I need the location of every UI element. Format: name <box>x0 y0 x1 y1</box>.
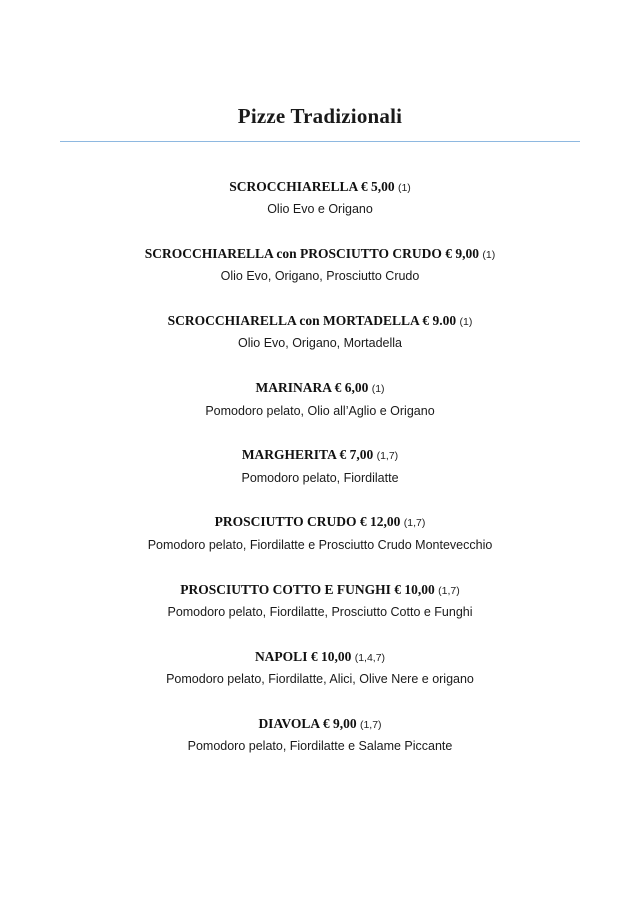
item-allergens: (1) <box>459 316 473 329</box>
menu-item-list <box>0 178 640 755</box>
title-block <box>0 0 640 142</box>
item-allergens: (1,4,7) <box>354 651 386 664</box>
item-name-text: NAPOLI € 10,00 <box>254 648 352 664</box>
list-item <box>0 245 640 285</box>
item-name <box>0 648 640 666</box>
item-name-text: SCROCCHIARELLA con MORTADELLA € 9.00 <box>167 313 457 329</box>
item-description: Pomodoro pelato, Fiordilatte, Prosciutto Cotto e Funghi <box>167 604 473 619</box>
item-allergens: (1,7) <box>359 718 382 731</box>
list-item <box>0 379 640 419</box>
item-description: Pomodoro pelato, Fiordilatte, Alici, Olive Nere e origano <box>166 671 474 686</box>
item-name <box>0 245 640 263</box>
item-name-text: PROSCIUTTO CRUDO € 12,00 <box>214 514 401 530</box>
list-item <box>0 178 640 218</box>
list-item <box>0 715 640 755</box>
title-divider <box>60 141 580 142</box>
item-name <box>0 379 640 397</box>
item-description: Olio Evo, Origano, Prosciutto Crudo <box>220 269 420 284</box>
page-title: Pizze Tradizionali <box>237 104 403 128</box>
item-description: Pomodoro pelato, Olio all’Aglio e Origano <box>205 403 435 418</box>
item-allergens: (1) <box>482 249 496 262</box>
list-item <box>0 446 640 486</box>
item-description: Pomodoro pelato, Fiordilatte <box>241 470 399 485</box>
list-item <box>0 312 640 352</box>
item-name-text: SCROCCHIARELLA € 5,00 <box>229 179 395 194</box>
item-description: Pomodoro pelato, Fiordilatte e Salame Piccante <box>187 738 453 753</box>
item-name <box>0 715 640 733</box>
item-allergens: (1,7) <box>403 517 426 530</box>
item-name <box>0 312 640 330</box>
item-allergens: (1,7) <box>376 450 399 463</box>
item-name-text: PROSCIUTTO COTTO E FUNGHI € 10,00 <box>180 581 435 597</box>
item-description: Olio Evo, Origano, Mortadella <box>238 336 402 351</box>
item-name <box>0 513 640 531</box>
item-allergens: (1) <box>397 182 411 194</box>
item-name-text: MARGHERITA € 7,00 <box>241 447 374 463</box>
item-name-text: DIAVOLA € 9,00 <box>258 715 357 731</box>
item-name-text: SCROCCHIARELLA con PROSCIUTTO CRUDO € 9,00 <box>144 246 480 262</box>
item-description: Olio Evo e Origano <box>267 202 373 217</box>
item-allergens: (1,7) <box>438 584 460 597</box>
list-item <box>0 513 640 553</box>
list-item <box>0 648 640 688</box>
item-name <box>0 178 640 196</box>
item-name-text: MARINARA € 6,00 <box>255 380 369 396</box>
item-description: Pomodoro pelato, Fiordilatte e Prosciutto Crudo Montevecchio <box>147 537 493 552</box>
item-name <box>0 446 640 464</box>
item-name <box>0 581 640 599</box>
item-allergens: (1) <box>371 383 385 396</box>
list-item <box>0 581 640 621</box>
